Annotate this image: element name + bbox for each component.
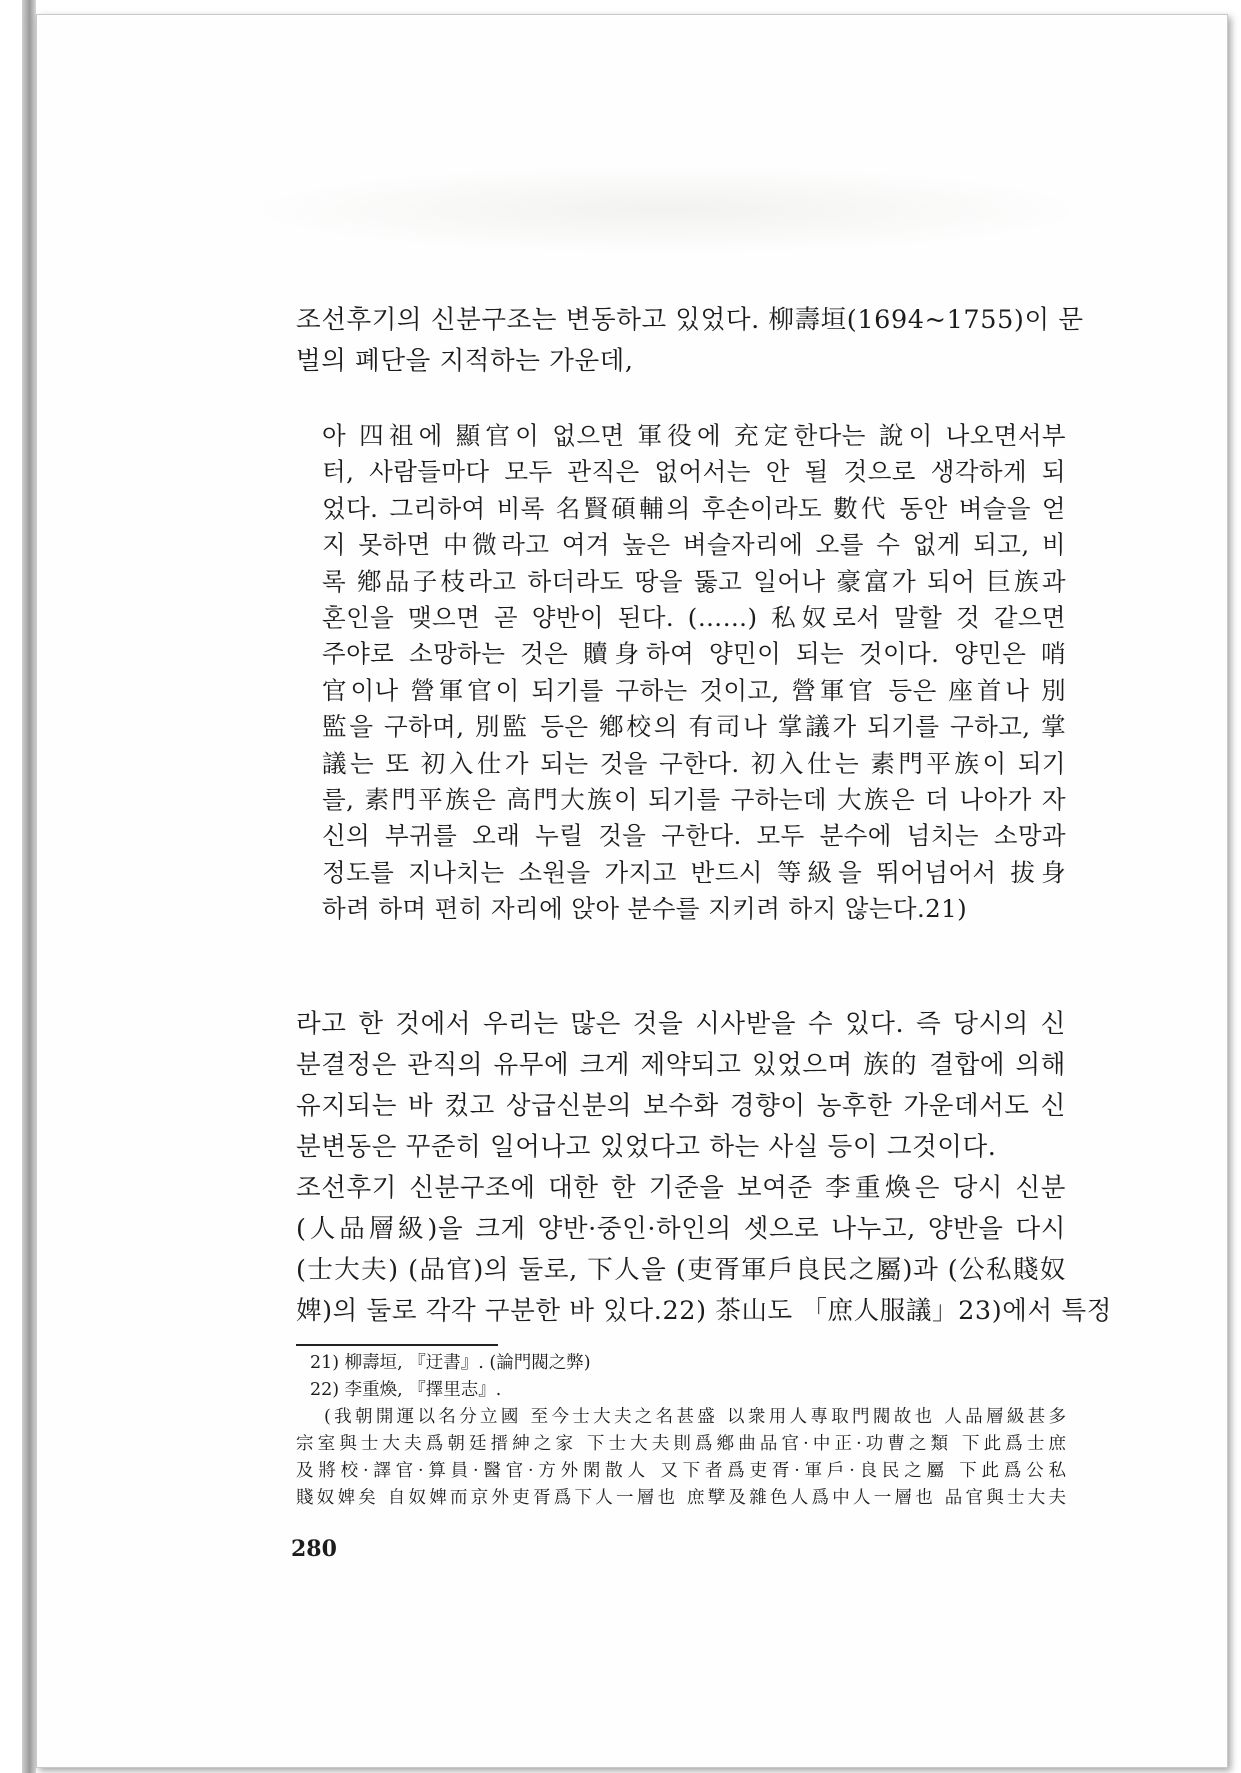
- quote-line: 官이나 營軍官이 되기를 구하는 것이고, 營軍官 등은 座首나 別: [322, 675, 1066, 705]
- body-line: (人品層級)을 크게 양반·중인·하인의 셋으로 나누고, 양반을 다시: [296, 1214, 1066, 1244]
- quote-line: 아 四祖에 顯官이 없으면 軍役에 充定한다는 說이 나오면서부: [322, 421, 1066, 450]
- footnote-quote-line: (我朝開運以名分立國 至今士大夫之名甚盛 以衆用人專取門閥故也 人品層級甚多: [324, 1407, 1066, 1427]
- body-paragraph: [296, 1004, 1112, 1332]
- body-line: 분결정은 관직의 유무에 크게 제약되고 있었으며 族的 결합에 의해: [296, 1050, 1067, 1080]
- body-line: 婢)의 둘로 각각 구분한 바 있다.22) 茶山도 「庶人服議」23)에서 특정: [296, 1296, 1112, 1326]
- footnote-quote-line: 賤奴婢矣 自奴婢而京外吏胥爲下人一層也 庶孼及雜色人爲中人一層也 品官與士大夫: [296, 1488, 1066, 1508]
- body-line: 조선후기 신분구조에 대한 한 기준을 보여준 李重煥은 당시 신분: [296, 1173, 1066, 1203]
- footnote-quote-line: 及將校·譯官·算員·醫官·方外閑散人 又下者爲吏胥·軍戶·良民之屬 下此爲公私: [296, 1461, 1066, 1481]
- quote-line: 주야로 소망하는 것은 贖身하여 양민이 되는 것이다. 양민은 哨: [322, 639, 1066, 669]
- footnote-rule: [296, 1344, 498, 1346]
- quote-line: 정도를 지나치는 소원을 가지고 반드시 等級을 뛰어넘어서 拔身: [322, 857, 1066, 887]
- quote-line: 록 鄕品子枝라고 하더라도 땅을 뚫고 일어나 豪富가 되어 巨族과: [322, 566, 1066, 596]
- quote-line: 하려 하며 편히 자리에 앉아 분수를 지키려 하지 않는다.21): [322, 894, 968, 924]
- footnotes: [296, 1350, 1066, 1512]
- scan-smudge: [237, 165, 1097, 255]
- body-line: 유지되는 바 컸고 상급신분의 보수화 경향이 농후한 가운데서도 신: [296, 1091, 1066, 1121]
- footnote-21: 21) 柳壽垣, 『迂書』. (論門閥之弊): [310, 1353, 591, 1373]
- page-edge: [22, 0, 36, 1773]
- intro-line: 벌의 폐단을 지적하는 가운데,: [296, 346, 634, 376]
- footnote-quote-line: 宗室與士大夫爲朝廷搢紳之家 下士大夫則爲鄕曲品官·中正·功曹之類 下此爲士庶: [296, 1434, 1066, 1454]
- body-line: 분변동은 꾸준히 일어나고 있었다고 하는 사실 등이 그것이다.: [296, 1132, 997, 1162]
- quote-line: 터, 사람들마다 모두 관직은 없어서는 안 될 것으로 생각하게 되: [322, 457, 1066, 487]
- body-line: (士大夫) (品官)의 둘로, 下人을 (吏胥軍戶良民之屬)과 (公私賤奴: [296, 1255, 1066, 1285]
- quote-line: 혼인을 맺으면 곧 양반이 된다. (……) 私奴로서 말할 것 같으면: [322, 602, 1066, 632]
- quote-line: 議는 또 初入仕가 되는 것을 구한다. 初入仕는 素門平族이 되기: [322, 748, 1066, 778]
- body-line: 라고 한 것에서 우리는 많은 것을 시사받을 수 있다. 즉 당시의 신: [296, 1009, 1066, 1039]
- quote-line: 지 못하면 中微라고 여겨 높은 벼슬자리에 오를 수 없게 되고, 비: [322, 530, 1066, 560]
- quote-line: 를, 素門平族은 高門大族이 되기를 구하는데 大族은 더 나아가 자: [322, 784, 1066, 814]
- quote-line: 신의 부귀를 오래 누릴 것을 구한다. 모두 분수에 넘치는 소망과: [322, 821, 1066, 851]
- quote-line: 監을 구하며, 別監 등은 鄕校의 有司나 掌議가 되기를 구하고, 掌: [322, 712, 1066, 742]
- footnote-22: 22) 李重煥, 『擇里志』.: [310, 1380, 502, 1400]
- page-number: 280: [291, 1536, 337, 1562]
- block-quote: [296, 418, 1066, 927]
- quote-line: 었다. 그리하여 비록 名賢碩輔의 후손이라도 數代 동안 벼슬을 얻: [322, 493, 1066, 523]
- intro-line: 조선후기의 신분구조는 변동하고 있었다. 柳壽垣(1694~1755)이 문: [296, 305, 1084, 335]
- intro-paragraph: [296, 300, 1084, 382]
